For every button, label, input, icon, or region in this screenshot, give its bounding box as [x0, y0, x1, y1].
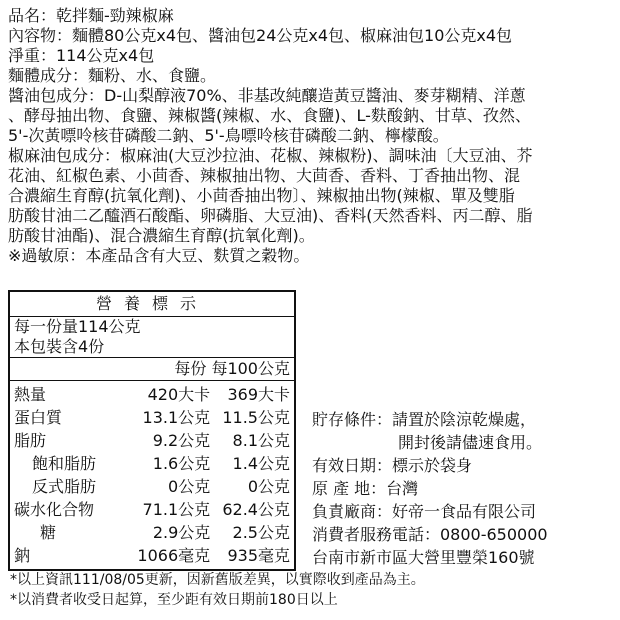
nutrient-name: 反式脂肪 — [32, 477, 97, 496]
soy-sauce-ingredients — [8, 86, 614, 146]
serving-size: 每一份量114公克 — [14, 317, 141, 336]
per-serving-value: 1066毫克 — [137, 546, 211, 565]
per-100g-value: 935毫克 — [227, 546, 290, 565]
nutrient-name: 碳水化合物 — [14, 500, 95, 519]
storage-conditions-cont: 開封後請儘速食用。 — [398, 433, 543, 452]
nutrition-row — [14, 383, 290, 406]
footnotes — [10, 570, 425, 610]
delivery-note: *以消費者收受日起算，至少距有效日期前180日以上 — [10, 592, 338, 608]
soy-sauce-line: 醬油包成分：D-山梨醇液70%、非基改純釀造黃豆醬油、麥芽糊精、洋蔥 — [8, 86, 526, 105]
per-serving-value: 0公克 — [168, 477, 211, 496]
nutrition-row — [14, 521, 290, 544]
storage-conditions: 貯存條件：請置於陰涼乾燥處， — [312, 410, 537, 429]
servings-per-package: 本包裝含4份 — [14, 337, 105, 356]
oil-line: 合濃縮生育醇(抗氧化劑)、小茴香抽出物〕、辣椒抽出物(辣椒、單及雙脂 — [8, 186, 515, 205]
consumer-hotline: 消費者服務電話：0800-650000 — [312, 525, 548, 544]
product-label — [8, 6, 614, 266]
nutrient-name: 糖 — [40, 523, 57, 542]
per-serving-value: 420大卡 — [147, 385, 211, 404]
per-100g-value: 62.4公克 — [222, 500, 290, 519]
per-serving-value: 13.1公克 — [142, 408, 211, 427]
nutrition-facts-table — [8, 290, 296, 571]
per-100g-value: 1.4公克 — [232, 454, 290, 473]
per-100g-value: 8.1公克 — [232, 431, 290, 450]
soy-sauce-line: 5'-次黃嘌呤核苷磷酸二鈉、5'-鳥嘌呤核苷磷酸二鈉、檸檬酸。 — [8, 126, 449, 145]
serving-info — [10, 317, 294, 357]
per-100g-value: 11.5公克 — [222, 408, 290, 427]
nutrient-name: 飽和脂肪 — [32, 454, 97, 473]
per-serving-value: 1.6公克 — [152, 454, 211, 473]
per-100g-value: 0公克 — [247, 477, 290, 496]
nutrition-row — [14, 475, 290, 498]
manufacturer-address: 台南市新市區大營里豐榮160號 — [312, 548, 535, 567]
per-100g-value: 369大卡 — [227, 385, 290, 404]
oil-line: 肪酸甘油酯)、混合濃縮生育醇(抗氧化劑)。 — [8, 226, 315, 245]
nutrient-name: 蛋白質 — [14, 408, 63, 427]
noodle-ingredients: 麵體成分：麵粉、水、食鹽。 — [8, 66, 217, 85]
nutrition-column-header: 每份 每100公克 — [10, 357, 294, 381]
nutrition-row — [14, 452, 290, 475]
oil-line: 椒麻油包成分：椒麻油(大豆沙拉油、花椒、辣椒粉)、調味油〔大豆油、芥 — [8, 146, 533, 165]
allergen-notice: ※過敏原：本產品含有大豆、麩質之穀物。 — [8, 246, 310, 265]
product-contents: 內容物：麵體80公克x4包、醬油包24公克x4包、椒麻油包10公克x4包 — [8, 26, 513, 45]
nutrient-name: 鈉 — [14, 546, 31, 565]
nutrition-title: 營養標示 — [10, 292, 294, 317]
nutrient-name: 熱量 — [14, 385, 47, 404]
manufacturer: 負責廠商：好帝一食品有限公司 — [312, 502, 537, 521]
product-name: 品名：乾拌麵-勁辣椒麻 — [8, 6, 174, 25]
oil-ingredients — [8, 146, 614, 246]
oil-line: 肪酸甘油二乙醯酒石酸酯、卵磷脂、大豆油)、香料(天然香料、丙二醇、脂 — [8, 206, 533, 225]
soy-sauce-line: 、酵母抽出物、食鹽、辣椒醬(辣椒、水、食鹽)、L-麩酸鈉、甘草、孜然、 — [8, 106, 531, 125]
net-weight: 淨重：114公克x4包 — [8, 46, 155, 65]
nutrition-row — [14, 544, 290, 567]
product-info-panel — [312, 408, 612, 569]
nutrition-row — [14, 406, 290, 429]
per-serving-value: 9.2公克 — [152, 431, 211, 450]
oil-line: 花油、紅椒色素、小茴香、辣椒抽出物、大茴香、香料、丁香抽出物、混 — [8, 166, 521, 185]
country-of-origin: 原 產 地：台灣 — [312, 479, 419, 498]
update-note: *以上資訊111/08/05更新，因新舊版差異，以實際收到產品為主。 — [10, 572, 425, 588]
per-100g-value: 2.5公克 — [232, 523, 290, 542]
per-serving-value: 2.9公克 — [152, 523, 211, 542]
nutrition-rows — [10, 381, 294, 569]
expiry-date: 有效日期：標示於袋身 — [312, 456, 473, 475]
nutrition-row — [14, 429, 290, 452]
per-serving-value: 71.1公克 — [142, 500, 211, 519]
nutrition-row — [14, 498, 290, 521]
nutrient-name: 脂肪 — [14, 431, 47, 450]
